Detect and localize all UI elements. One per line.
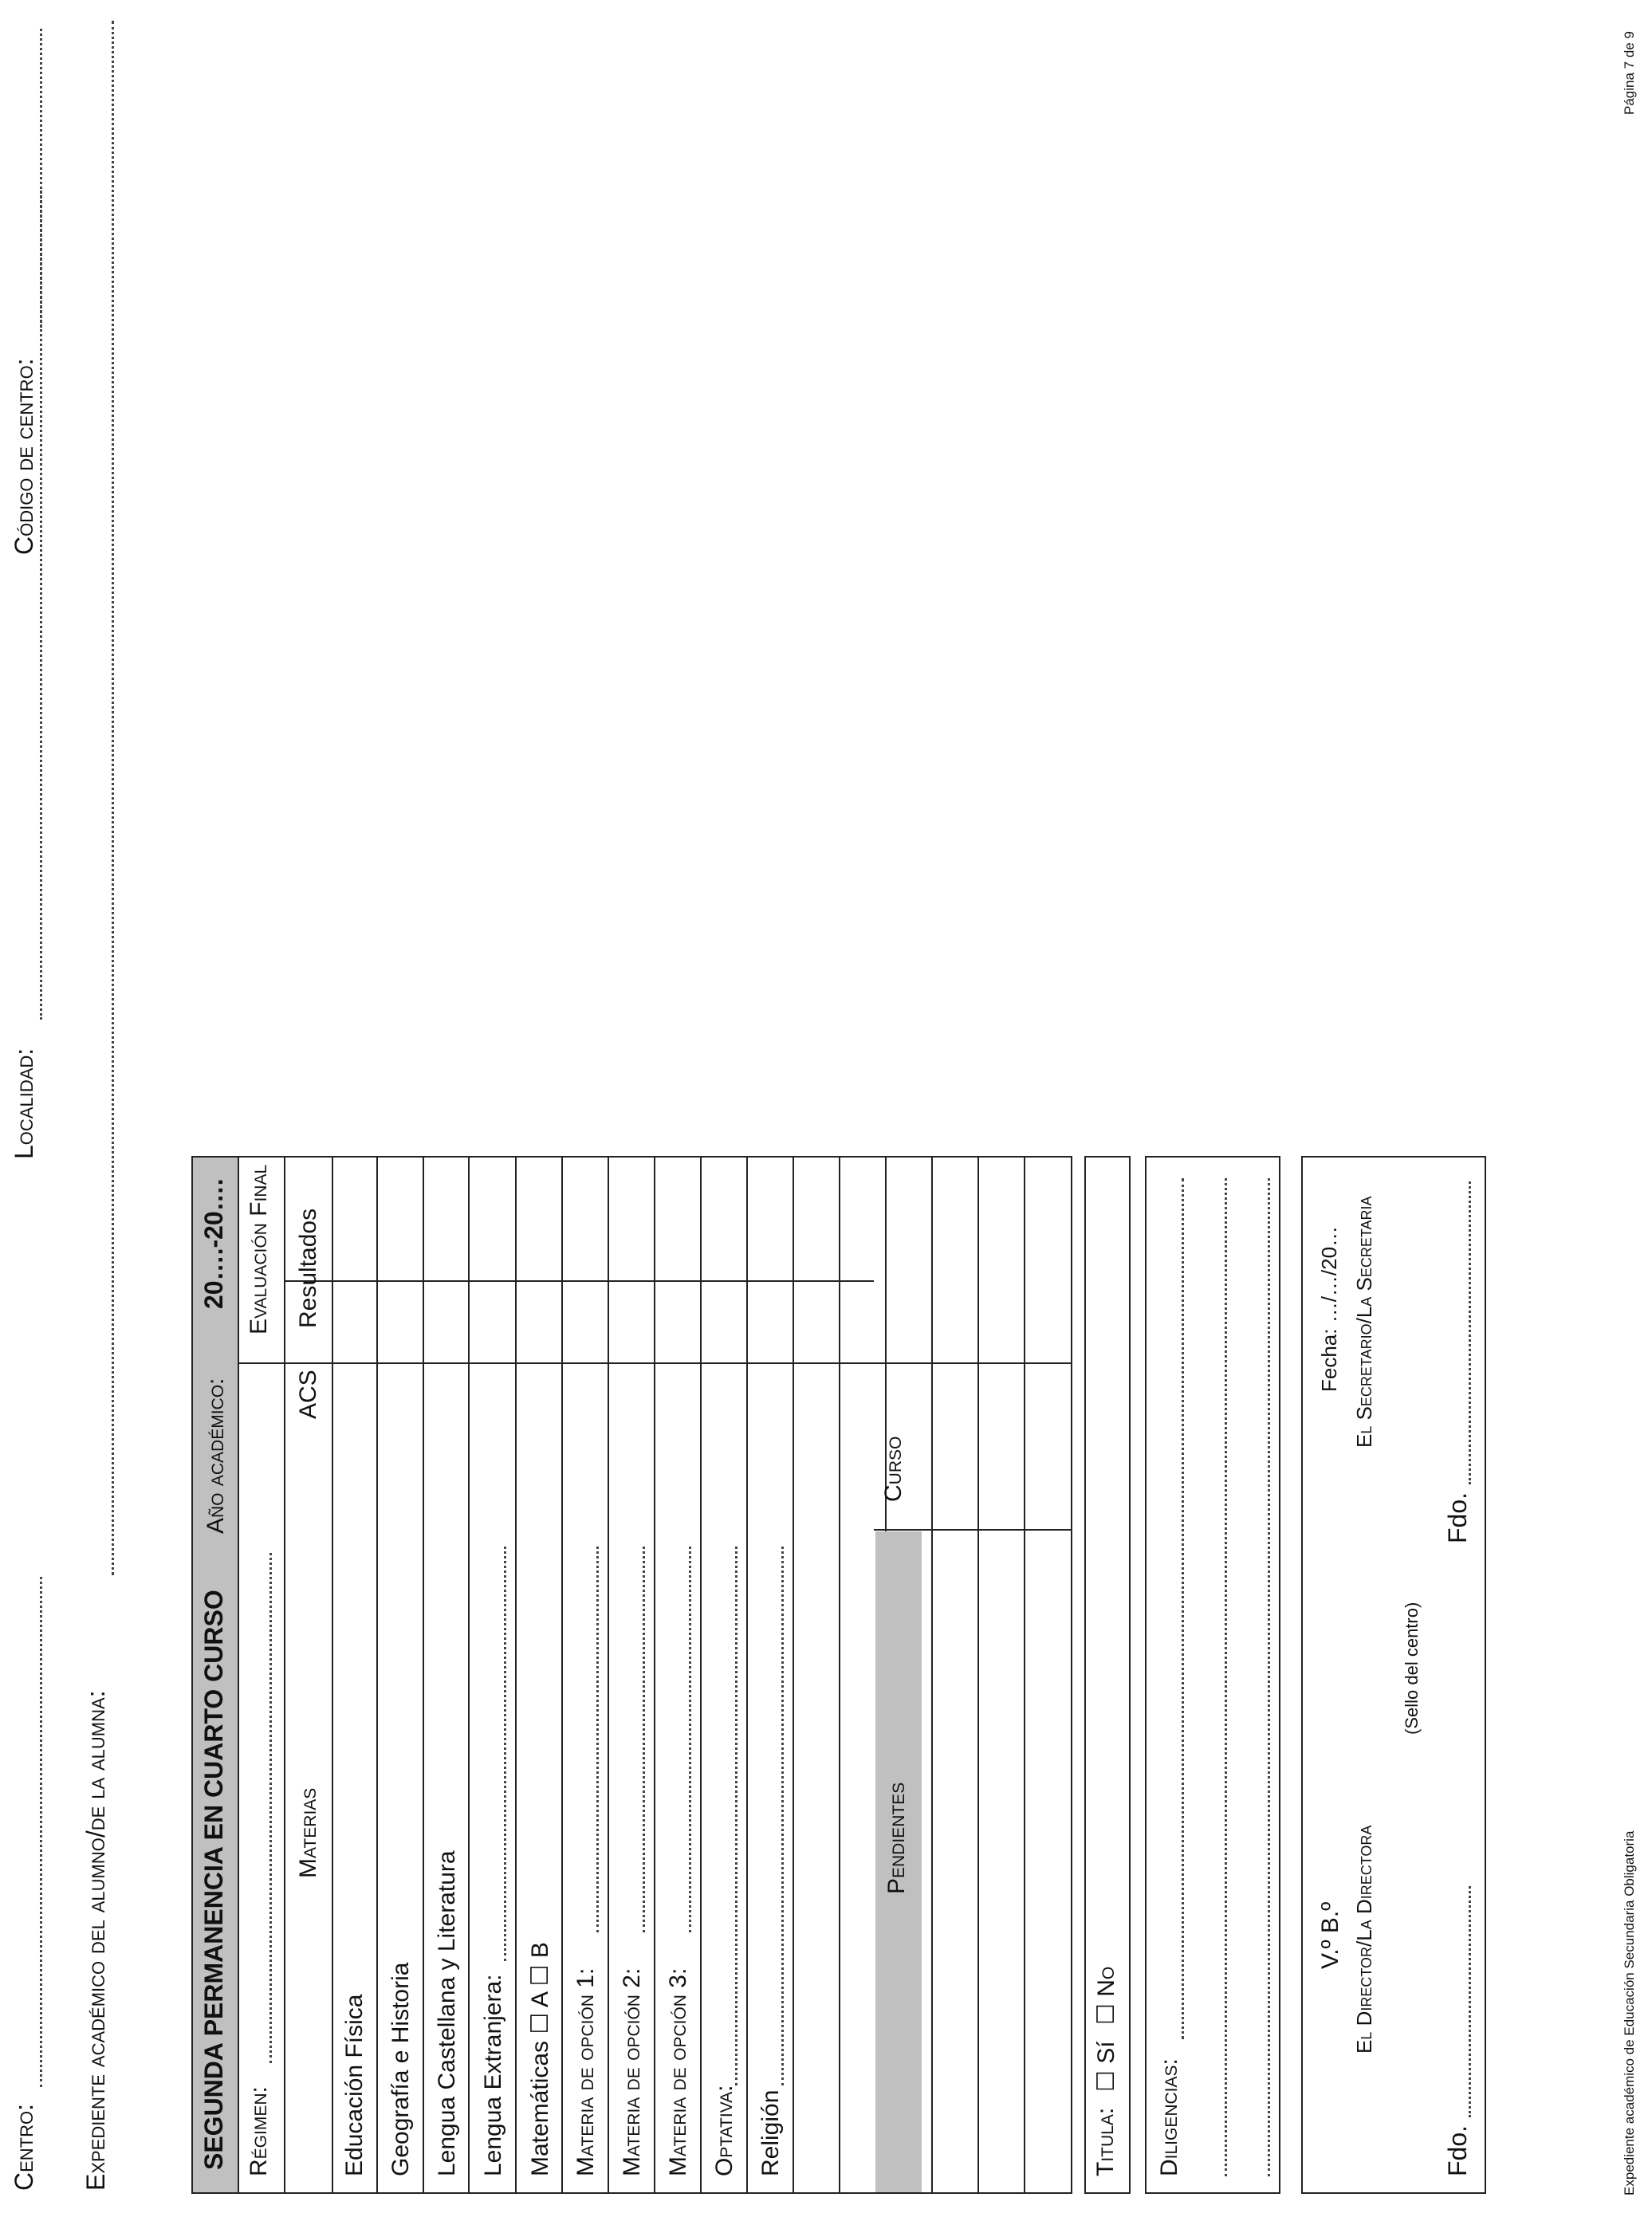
centro-label: Centro:	[10, 2104, 38, 2191]
titula-no-option[interactable]: ☐ No	[1093, 1966, 1119, 2025]
acs-header: ACS	[295, 1370, 321, 1419]
optativa-field[interactable]	[735, 1547, 738, 2085]
codigo-field[interactable]	[40, 29, 42, 332]
secretario-fdo-label: Fdo.	[1443, 1492, 1472, 1543]
titula-si-option[interactable]: ☐ Sí	[1093, 2041, 1119, 2092]
resultados-header: Resultados	[295, 1208, 321, 1328]
row-optativa: Optativa:	[711, 2085, 738, 2176]
footer-page-number: Página 7 de 9	[1622, 31, 1637, 115]
row-educacion-fisica: Educación Física	[341, 1994, 368, 2176]
director-label: El Director/La Directora	[1352, 1825, 1376, 2054]
fecha-label[interactable]: Fecha: …/…/20…	[1317, 1225, 1341, 1392]
row-religion: Religión	[757, 2089, 784, 2176]
director-fdo-label: Fdo.	[1443, 2125, 1472, 2176]
row-geografia-historia: Geografía e Historia	[387, 1962, 414, 2176]
secretario-label: El Secretario/La Secretaria	[1352, 1196, 1376, 1448]
year-label: Año académico:	[203, 1378, 229, 1534]
evaluacion-final-header: Evaluación Final	[246, 1164, 272, 1334]
diligencias-label: Diligencias:	[1156, 2058, 1182, 2176]
diligencias-line-3[interactable]	[1268, 1178, 1270, 2176]
row-materia-opcion-3: Materia de opción 3:	[665, 1967, 691, 2176]
codigo-label: Código de centro:	[10, 358, 38, 555]
director-signature-field[interactable]	[1469, 1886, 1471, 2117]
materia-opcion-3-field[interactable]	[689, 1547, 691, 1932]
expediente-field[interactable]	[112, 21, 114, 1575]
diligencias-line-2[interactable]	[1225, 1178, 1227, 2176]
footer-left: Expediente académico de Educación Secundaria Obligatoria	[1622, 1830, 1637, 2195]
materia-opcion-2-field[interactable]	[643, 1547, 645, 1932]
diligencias-box	[1145, 1156, 1280, 2194]
secretario-signature-field[interactable]	[1469, 1181, 1471, 1484]
regimen-label: Régimen:	[246, 2086, 272, 2176]
localidad-label: Localidad:	[10, 1048, 38, 1159]
row-materia-opcion-2: Materia de opción 2:	[619, 1967, 645, 2176]
table-title: SEGUNDA PERMANENCIA EN CUARTO CURSO	[199, 1590, 228, 2170]
centro-field[interactable]	[40, 1577, 42, 2087]
vb-label: V.º B.º	[1317, 1901, 1343, 1969]
titula-no-label: No	[1093, 1966, 1119, 1997]
col-curso-left	[874, 1529, 1071, 1531]
row-matematicas[interactable]: Matemáticas ☐ A ☐ B	[527, 1942, 553, 2176]
materias-header: Materias	[295, 1787, 321, 1878]
curso-header: Curso	[880, 1436, 907, 1502]
row-lengua-castellana: Lengua Castellana y Literatura	[434, 1850, 460, 2176]
titula-label: Titula:	[1092, 2107, 1119, 2176]
titula-box	[1084, 1156, 1131, 2194]
col-acs-left	[238, 1362, 874, 1364]
diligencias-line-1[interactable]	[1182, 1178, 1184, 2039]
row-lengua-extranjera: Lengua Extranjera:	[480, 1974, 506, 2176]
col-acs-right	[284, 1280, 874, 1282]
row-materia-opcion-1: Materia de opción 1:	[572, 1967, 599, 2176]
titula-si-label: Sí	[1093, 2041, 1119, 2064]
pendientes-header: Pendientes	[883, 1782, 910, 1894]
materia-opcion-1-field[interactable]	[596, 1547, 599, 1932]
sello-label: (Sello del centro)	[1402, 1602, 1422, 1735]
expediente-label: Expediente académico del alumno/de la alumna:	[81, 1690, 110, 2191]
regimen-field[interactable]	[269, 1553, 272, 2063]
lengua-extranjera-field[interactable]	[504, 1547, 506, 1961]
year-value[interactable]: 20….-20….	[199, 1178, 228, 1309]
religion-field[interactable]	[781, 1547, 784, 2085]
